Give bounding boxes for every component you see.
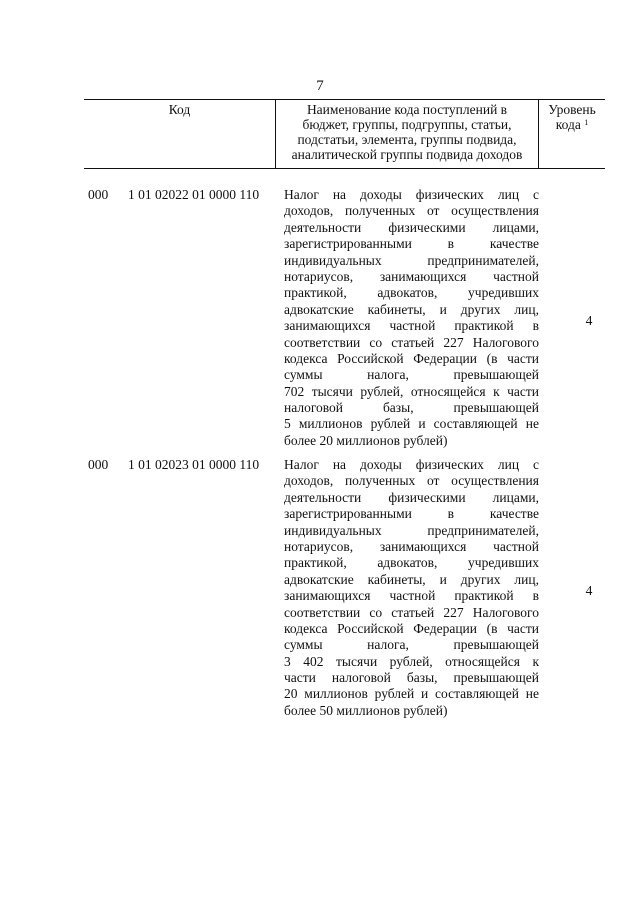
- description-line: практикой, адвокатов, учредивших: [284, 555, 539, 571]
- description-line: кодекса Российской Федерации (в части: [284, 350, 539, 366]
- description-line: зарегистрированными в качестве: [284, 236, 539, 252]
- description-line: соответствии со статьей 227 Налогового: [284, 604, 539, 620]
- description-line: 3 402 тысячи рублей, относящейся к: [284, 653, 539, 669]
- description-line: индивидуальных предпринимателей,: [284, 522, 539, 538]
- description-line: 702 тысячи рублей, относящейся к части: [284, 383, 539, 399]
- description-line: занимающихся частной практикой в: [284, 318, 539, 334]
- header-code: Код: [84, 100, 276, 168]
- description-line: зарегистрированными в качестве: [284, 506, 539, 522]
- description-line: более 50 миллионов рублей): [284, 702, 448, 718]
- header-name-line: аналитической группы подвида доходов: [291, 147, 523, 162]
- description-line: доходов, полученных от осуществления: [284, 203, 539, 219]
- description-line: доходов, полученных от осуществления: [284, 473, 539, 489]
- description-line: деятельности физическими лицами,: [284, 489, 539, 505]
- description-line: адвокатские кабинеты, и других лиц,: [284, 301, 539, 317]
- row-code: 1 01 02022 01 0000 110: [128, 187, 260, 202]
- header-level: [539, 100, 605, 168]
- header-level-line2: [539, 117, 605, 132]
- description-line: кодекса Российской Федерации (в части: [284, 620, 539, 636]
- page-number: 7: [316, 78, 324, 94]
- row-level: 4: [585, 313, 593, 328]
- header-name-line: Наименование кода поступлений в: [306, 102, 508, 117]
- row-level: 4: [585, 583, 593, 598]
- description-line: адвокатские кабинеты, и других лиц,: [284, 571, 539, 587]
- description-line: нотариусов, занимающихся частной: [284, 268, 539, 284]
- row-description: [284, 187, 539, 449]
- description-line: практикой, адвокатов, учредивших: [284, 285, 539, 301]
- header-name-line: бюджет, группы, подгруппы, статьи,: [302, 117, 512, 132]
- description-line: более 20 миллионов рублей): [284, 432, 448, 448]
- description-line: Налог на доходы физических лиц с: [284, 187, 539, 202]
- header-level-line1: Уровень: [548, 102, 596, 117]
- row-prefix: 000: [88, 457, 109, 472]
- description-line: Налог на доходы физических лиц с: [284, 457, 539, 472]
- row-prefix: 000: [88, 187, 109, 202]
- description-line: части налоговой базы, превышающей: [284, 670, 539, 686]
- row-description: [284, 457, 539, 719]
- description-line: индивидуальных предпринимателей,: [284, 252, 539, 268]
- header-name: [276, 100, 539, 168]
- description-line: суммы налога, превышающей: [284, 637, 539, 653]
- description-line: налоговой базы, превышающей: [284, 400, 539, 416]
- description-line: нотариусов, занимающихся частной: [284, 538, 539, 554]
- table-header: [84, 99, 605, 169]
- description-line: занимающихся частной практикой в: [284, 588, 539, 604]
- footnote-marker: 1: [584, 118, 589, 127]
- description-line: соответствии со статьей 227 Налогового: [284, 334, 539, 350]
- description-line: 5 миллионов рублей и составляющей не: [284, 416, 539, 432]
- header-level-label: кода: [555, 117, 581, 132]
- row-code: 1 01 02023 01 0000 110: [128, 457, 260, 472]
- description-line: суммы налога, превышающей: [284, 367, 539, 383]
- description-line: деятельности физическими лицами,: [284, 219, 539, 235]
- description-line: 20 миллионов рублей и составляющей не: [284, 686, 539, 702]
- header-name-line: подстатьи, элемента, группы подвида,: [297, 132, 517, 147]
